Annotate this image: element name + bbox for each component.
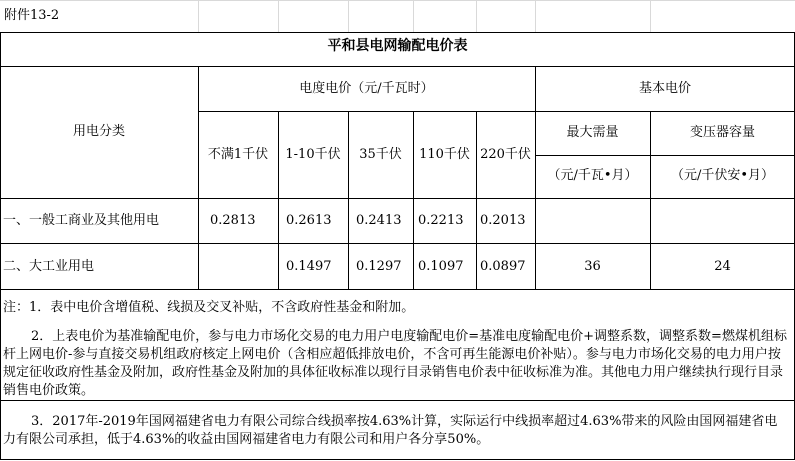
note-2: 2．上表电价为基准输配电价，参与电力市场化交易的电力用户电度输配电价=基准电度输配电价+调整系数，调整系数=燃煤机组标杆上网电价-参与直接交易机组政府核定上网电价（含相应超低排放电价，不含可再生能源电价补贴）。参与电力市场化交易的电力用户按规定征收政府性基金及附加，政府性基金及附加的具体征收标准以现行目录销售电价表中征收标准为准。其他电力用户继续执行现行目录销售电价政策。 bbox=[3, 329, 787, 398]
header-basic-price: 基本电价 bbox=[638, 81, 691, 96]
header-transformer-capacity-unit: （元/千伏安•月） bbox=[670, 168, 775, 183]
max-demand-cell: 36 bbox=[584, 259, 601, 274]
header-voltage-level: 220千伏 bbox=[480, 147, 531, 162]
gridline bbox=[278, 0, 279, 32]
price-cell: 0.0897 bbox=[480, 259, 526, 274]
header-voltage-level: 1-10千伏 bbox=[285, 147, 341, 162]
price-cell: 0.1097 bbox=[418, 259, 464, 274]
row-category: 二、大工业用电 bbox=[3, 259, 95, 274]
gridline bbox=[476, 0, 477, 32]
price-cell: 0.2613 bbox=[286, 213, 332, 228]
gridline bbox=[348, 0, 349, 32]
header-max-demand: 最大需量 bbox=[566, 125, 619, 140]
price-cell: 0.1297 bbox=[356, 259, 402, 274]
price-cell: 0.2013 bbox=[480, 213, 526, 228]
transformer-cell: 24 bbox=[714, 259, 731, 274]
gridline bbox=[413, 0, 414, 32]
gridline bbox=[0, 0, 795, 1]
price-cell: 0.2813 bbox=[210, 213, 256, 228]
price-cell: 0.2413 bbox=[356, 213, 402, 228]
gridline bbox=[198, 0, 199, 32]
row-category: 一、一般工商业及其他用电 bbox=[3, 213, 160, 228]
attachment-label: 附件13-2 bbox=[4, 8, 60, 23]
header-voltage-level: 110千伏 bbox=[419, 147, 470, 162]
header-voltage-level: 35千伏 bbox=[359, 147, 402, 162]
gridline bbox=[650, 0, 651, 32]
note-1: 注：1．表中电价含增值税、线损及交叉补贴，不含政府性基金和附加。 bbox=[3, 300, 415, 315]
header-voltage-level: 不满1千伏 bbox=[207, 147, 269, 162]
header-energy-price: 电度电价（元/千瓦时） bbox=[299, 81, 434, 96]
header-max-demand-unit: （元/千瓦•月） bbox=[547, 168, 638, 183]
header-category: 用电分类 bbox=[72, 124, 125, 139]
price-cell: 0.2213 bbox=[418, 213, 464, 228]
gridline bbox=[535, 0, 536, 32]
header-transformer-capacity: 变压器容量 bbox=[689, 125, 755, 140]
table-title: 平和县电网输配电价表 bbox=[327, 38, 468, 54]
price-cell: 0.1497 bbox=[286, 259, 332, 274]
note-3: 3．2017年-2019年国网福建省电力有限公司综合线损率按4.63%计算，实际运行中线损率超过4.63%带来的风险由国网福建省电力有限公司承担，低于4.63%的收益由国网福建省电力有限公司和用户各分享50%。 bbox=[3, 414, 778, 447]
